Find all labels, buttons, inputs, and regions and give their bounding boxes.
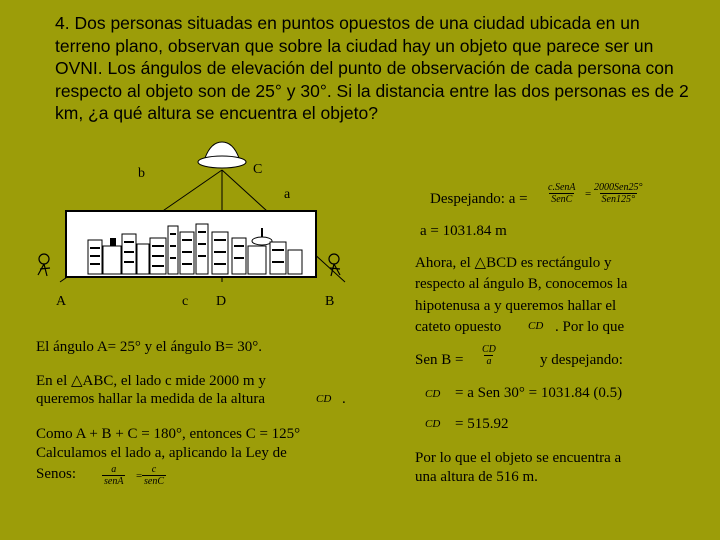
cd-equation-2: = 515.92 (455, 416, 509, 432)
senb-label: Sen B = (415, 352, 464, 368)
ahora-line-4-pre: cateto opuesto (415, 319, 502, 335)
cd-equation-1: = a Sen 30° = 1031.84 (0.5) (455, 385, 623, 401)
a-value: a = 1031.84 m (420, 223, 507, 239)
cd-symbol: CD (528, 320, 544, 332)
fraction-denominator: senA (104, 476, 124, 487)
fraction-numerator: a (111, 464, 117, 475)
ahora-line-3: hipotenusa a y queremos hallar el (415, 298, 617, 314)
fraction-denominator: SenC (551, 194, 573, 205)
problem-statement: 4. Dos personas situadas en puntos opuestos de una ciudad ubicada en un terreno plano, observan que sobre la ciudad hay un objeto que parece ser un OVNI. Los ángulos de elevación del punto de observación de cada persona con respecto al objeto son de 25° y 30°. Si la distancia entre las dos personas es de 2 km, ¿a qué altura se encuentra el objeto? (55, 13, 689, 123)
abc-line-1: En el △ABC, el lado c mide 2000 m y (36, 373, 266, 389)
cd-symbol: CD (425, 418, 441, 430)
senb-fraction (480, 344, 498, 367)
cd-symbol: CD (425, 388, 441, 400)
ahora-line-2: respecto al ángulo B, conocemos la (415, 276, 628, 292)
fraction-denominator: senC (144, 476, 164, 487)
ahora-line-4-post: . Por lo que (555, 319, 625, 335)
city-skyline (66, 211, 316, 277)
fraction-numerator: c.SenA (548, 182, 576, 193)
cd-symbol: CD (316, 393, 332, 405)
ahora-line-1: Ahora, el △BCD es rectángulo y (415, 255, 612, 271)
senb-post: y despejando: (540, 352, 623, 368)
fraction-numerator: CD (482, 344, 496, 355)
label-a: a (284, 187, 291, 202)
label-c: c (182, 294, 189, 309)
label-C: C (253, 162, 263, 177)
label-A: A (56, 294, 67, 309)
fraction-numerator: 2000Sen25° (594, 182, 643, 193)
fraction-denominator: a (486, 356, 492, 367)
law-of-sines-fraction-2 (142, 464, 166, 487)
label-b: b (138, 166, 145, 181)
sum-line-1: Como A + B + C = 180°, entonces C = 125° (36, 426, 301, 442)
label-B: B (325, 294, 335, 309)
law-of-sines-fraction-1 (102, 464, 125, 487)
formula-fraction-1 (546, 182, 578, 205)
label-D: D (216, 294, 227, 309)
sum-line-2: Calculamos el lado a, aplicando la Ley de (36, 445, 287, 461)
final-line-1: Por lo que el objeto se encuentra a (415, 450, 622, 466)
formula-fraction-2 (592, 182, 644, 205)
fraction-numerator: c (151, 464, 157, 475)
despejando-label: Despejando: a = (430, 191, 528, 207)
abc-line-end: . (342, 391, 346, 407)
angles-text: El ángulo A= 25° y el ángulo B= 30°. (36, 339, 262, 355)
formula-equals: = (585, 188, 592, 200)
final-line-2: una altura de 516 m. (415, 469, 538, 485)
abc-line-2: queremos hallar la medida de la altura (36, 391, 266, 407)
person-left-icon (38, 254, 50, 276)
ufo-icon (198, 142, 246, 168)
sum-line-3: Senos: (36, 466, 77, 482)
fraction-denominator: Sen125° (601, 194, 635, 205)
law-equals: = (136, 470, 143, 482)
